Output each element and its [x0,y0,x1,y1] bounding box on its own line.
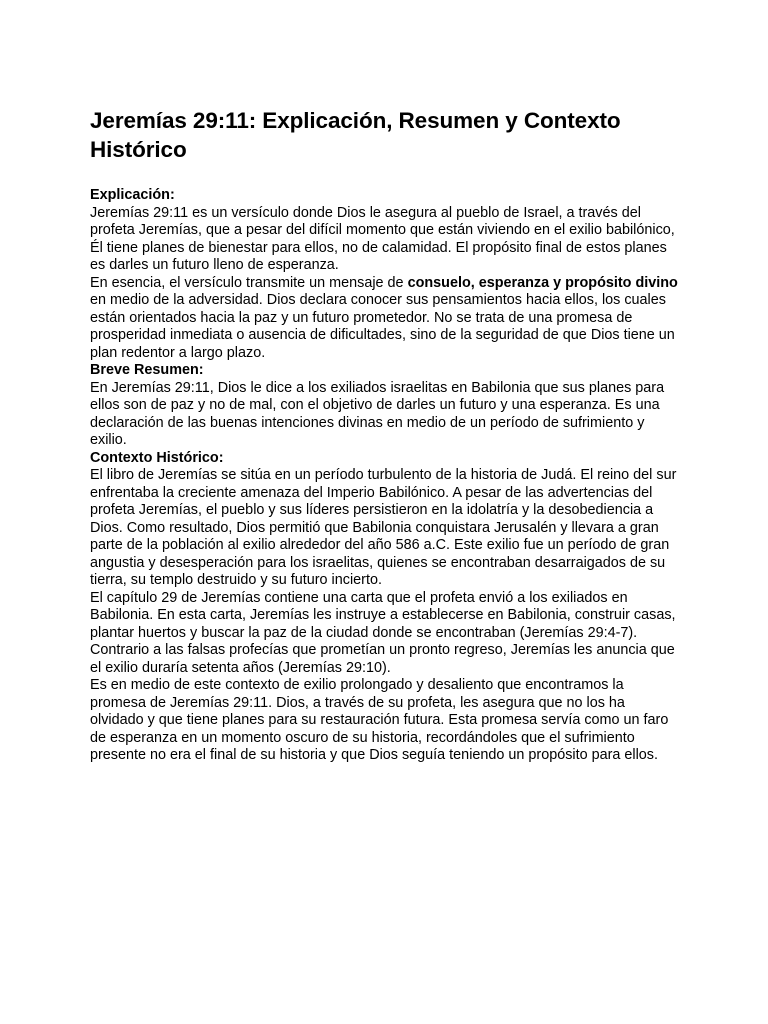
section-heading-contexto: Contexto Histórico: [90,449,224,466]
section-heading-explicacion: Explicación: [90,187,175,203]
explicacion-emphasis: consuelo, esperanza y propósito divino [407,274,678,291]
resumen-paragraph-1: En Jeremías 29:11, Dios le dice a los exiliados israelitas en Babilonia que sus planes para ellos son de paz y no de mal, con el objetivo de darles un futuro y una esperanza. Es una declaración de las buenas intenciones divinas en medio de un período de sufrimiento y exilio. [90,379,665,448]
contexto-paragraph-2: El capítulo 29 de Jeremías contiene una carta que el profeta envió a los exiliados en Babilonia. En esta carta, Jeremías les instruye a establecerse en Babilonia, construir casas, plantar huertos y buscar la paz de la ciudad donde se encontraban (Jeremías 29:4-7). Contrario a las falsas profecías que prometían un pronto regreso, Jeremías les anuncia que el exilio duraría setenta años (Jeremías 29:10). [90,589,676,676]
explicacion-paragraph-2-end: en medio de la adversidad. Dios declara conocer sus pensamientos hacia ellos, los cuales están orientados hacia la paz y un futuro prometedor. No se trata de una promesa de prosperidad inmediata o ausencia de dificultades, sino de la seguridad de que Dios tiene un plan redentor a largo plazo. [90,292,675,361]
explicacion-paragraph-2 [90,275,680,363]
contexto-paragraph-1: El libro de Jeremías se sitúa en un período turbulento de la historia de Judá. El reino del sur enfrentaba la creciente amenaza del Imperio Babilónico. A pesar de las advertencias del profeta Jeremías, el pueblo y sus líderes persistieron en la idolatría y la desobediencia a Dios. Como resultado, Dios permitió que Babilonia conquistara Jerusalén y llevara a gran parte de la población al exilio alrededor del año 586 a.C. Este exilio fue un período de gran angustia y desesperación para los israelitas, quienes se encontraban desarraigados de su tierra, su templo destruido y su futuro incierto. [90,467,677,588]
explicacion-paragraph-1: Jeremías 29:11 es un versículo donde Dios le asegura al pueblo de Israel, a través del profeta Jeremías, que a pesar del difícil momento que están viviendo en el exilio babilónico, Él tiene planes de bienestar para ellos, no de calamidad. El propósito final de estos planes es darles un futuro lleno de esperanza. [90,204,675,273]
section-heading-resumen: Breve Resumen: [90,362,204,378]
contexto-paragraph-3: Es en medio de este contexto de exilio prolongado y desaliento que encontramos la promesa de Jeremías 29:11. Dios, a través de su profeta, les asegura que no los ha olvidado y que tiene planes para su restauración futura. Esta promesa servía como un faro de esperanza en un momento oscuro de su historia, recordándoles que el sufrimiento presente no era el final de su historia y que Dios seguía teniendo un propósito para ellos. [90,677,669,763]
explicacion-paragraph-2-start: En esencia, el versículo transmite un mensaje de [90,274,408,291]
document-title: Jeremías 29:11: Explicación, Resumen y Contexto Histórico [90,108,621,162]
document-page [90,106,680,765]
